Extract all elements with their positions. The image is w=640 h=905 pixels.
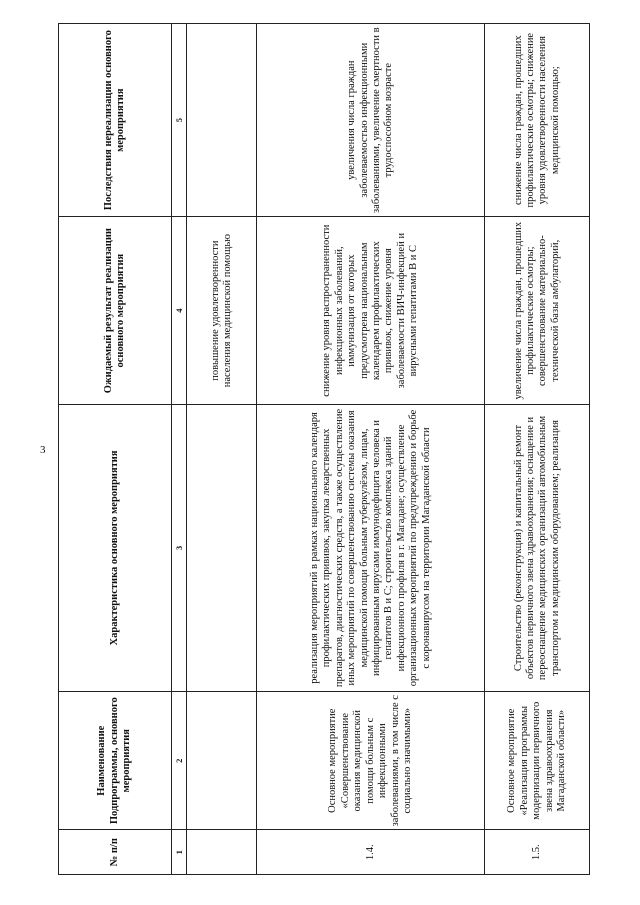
row-characteristic: реализация мероприятий в рамках национального календаря профилактических прививок, закупка лекарственных препаратов, диагностических средств, а также осуществление иных мероприятий по совершенствованию системы оказания медицинской помощи больным туберкулёзом, лицам, инфицированным вирусами иммунодефицита человека и гепатитов В и С; строительство комплекса зданий инфекционного профиля в г. Магадане; осуществление организационных мероприятий по предупреждению и борьбе с коронавирусом на территории Магаданской области [257,404,485,691]
row-name: Основное мероприятие «Реализация программы модернизации первичного звена здравоохранения Магаданской области» [485,692,590,830]
row-characteristic: Строительство (реконструкция) и капитальный ремонт объектов первичного звена здравоохранения; оснащение и переоснащение медицинских организаций автомобильным транспортом и медицинским оборудованием; реализация [485,404,590,691]
column-number: 4 [172,217,187,405]
column-number: 5 [172,24,187,217]
column-number: 1 [172,830,187,875]
table-row [485,24,590,875]
header-name: Наименование Подпрограммы, основного мероприятия [59,692,172,830]
page-number: 3 [40,444,46,456]
row-consequences [187,24,257,217]
row-characteristic [187,404,257,691]
header-index: № п/п [59,830,172,875]
rotated-table-container [58,23,588,875]
row-index: 1.4. [257,830,485,875]
row-name: Основное мероприятие «Совершенствование оказания медицинской помощи больным с инфекционными заболеваниями, в том числе с социально значимыми» [257,692,485,830]
table-row [187,24,257,875]
row-expected-result: снижение уровня распространенности инфекционных заболеваний, иммунизация от которых предусмотрена национальным календарем профилактических прививок, снижение уровня заболеваемости ВИЧ-инфекцией и вирусными гепатитами В и С [257,217,485,405]
table-header-row [59,24,172,875]
column-number-row [172,24,187,875]
header-consequences: Последствия нереализации основного мероприятия [59,24,172,217]
column-number: 3 [172,404,187,691]
row-consequences: увеличения числа граждан заболеваемостью инфекционными заболеваниями, увеличение смертности в трудоспособном возрасте [257,24,485,217]
row-index: 1.5. [485,830,590,875]
column-number: 2 [172,692,187,830]
row-name [187,692,257,830]
header-expected-result: Ожидаемый результат реализации основного мероприятия [59,217,172,405]
row-index [187,830,257,875]
table-row [257,24,485,875]
row-expected-result: увеличение числа граждан, прошедших профилактические осмотры; совершенствование материально-технической базы амбулаторий, [485,217,590,405]
row-consequences: снижение числа граждан, прошедших профилактические осмотры; снижение уровня удовлетворенности населения медицинской помощью; [485,24,590,217]
row-expected-result: повышение удовлетворенности населения медицинской помощью [187,217,257,405]
header-characteristic: Характеристика основного мероприятия [59,404,172,691]
measures-table [58,23,590,875]
